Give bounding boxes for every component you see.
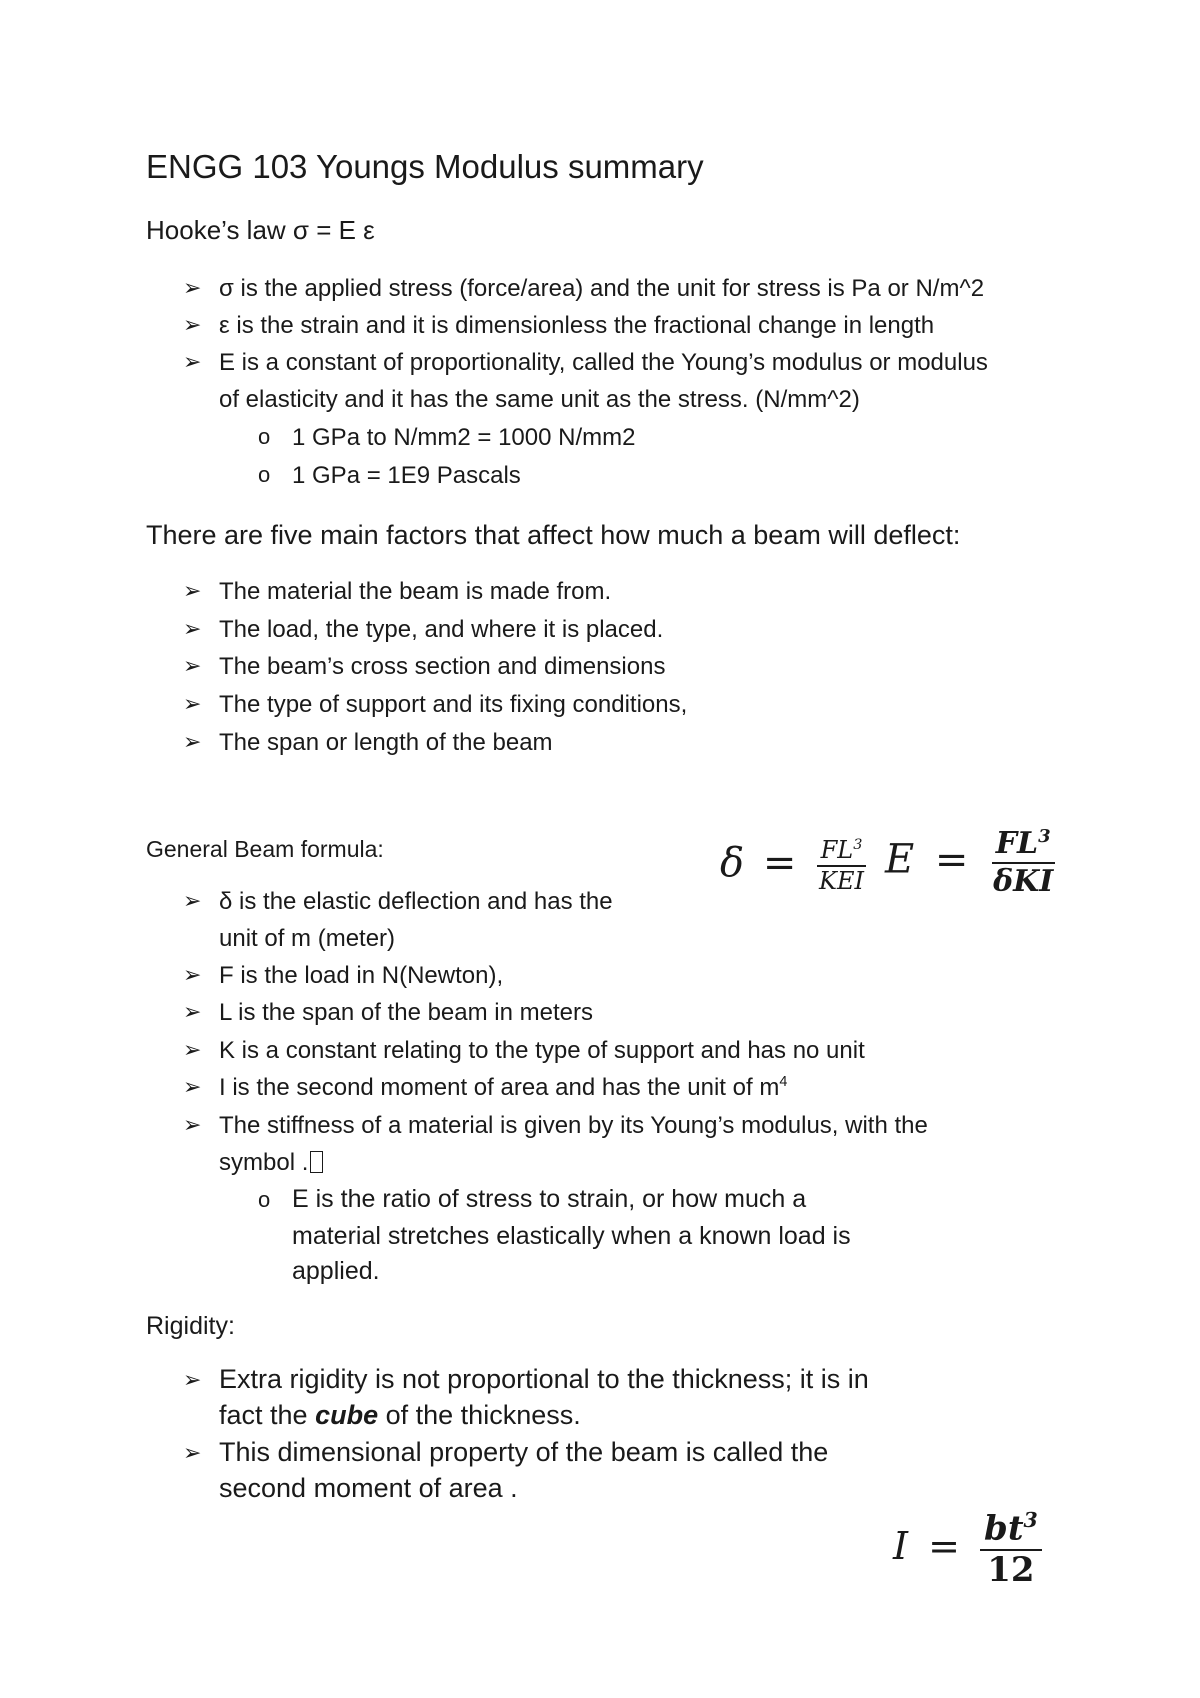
arrowhead-bullet-icon: ➢ bbox=[183, 1074, 202, 1099]
exponent: 3 bbox=[1023, 1508, 1038, 1532]
beam-bullet: K is a constant relating to the type of support and has no unit bbox=[219, 1037, 865, 1064]
rigidity-bullet-continuation bbox=[219, 1400, 581, 1431]
formula-lhs: E bbox=[885, 836, 915, 883]
factor-item: The beam’s cross section and dimensions bbox=[219, 653, 666, 680]
hooke-bullet: ε is the strain and it is dimensionless the fractional change in length bbox=[219, 312, 935, 339]
formula-fraction bbox=[980, 1510, 1042, 1589]
hooke-bullet: σ is the applied stress (force/area) and the unit for stress is Pa or N/m^2 bbox=[219, 275, 985, 302]
arrowhead-bullet-icon: ➢ bbox=[183, 616, 202, 641]
arrowhead-bullet-icon: ➢ bbox=[183, 729, 202, 754]
formula-fraction bbox=[989, 828, 1057, 897]
beam-bullet: F is the load in N(Newton), bbox=[219, 962, 504, 989]
arrowhead-bullet-icon: ➢ bbox=[183, 999, 202, 1024]
fraction-numerator: FL bbox=[995, 826, 1039, 861]
beam-sub-bullet-continuation: material stretches elastically when a known load is bbox=[292, 1222, 851, 1250]
arrowhead-bullet-icon: ➢ bbox=[183, 275, 202, 300]
hooke-bullet-continuation: of elasticity and it has the same unit as the stress. (N/mm^2) bbox=[219, 386, 860, 413]
beam-bullet: The stiffness of a material is given by its Young’s modulus, with the bbox=[219, 1112, 928, 1139]
beam-bullet-text: symbol . bbox=[219, 1149, 309, 1176]
hooke-bullet: E is a constant of proportionality, called the Young’s modulus or modulus bbox=[219, 349, 988, 376]
beam-bullet bbox=[219, 1074, 787, 1102]
arrowhead-bullet-icon: ➢ bbox=[183, 349, 202, 374]
arrowhead-bullet-icon: ➢ bbox=[183, 1112, 202, 1137]
circle-o-bullet-icon: o bbox=[258, 462, 271, 487]
beam-sub-bullet: E is the ratio of stress to strain, or how much a bbox=[292, 1185, 807, 1213]
arrowhead-bullet-icon: ➢ bbox=[183, 1037, 202, 1062]
rigidity-bullet: This dimensional property of the beam is called the bbox=[219, 1437, 829, 1467]
factors-heading: There are five main factors that affect how much a beam will deflect: bbox=[146, 520, 961, 550]
beam-bullet: δ is the elastic deflection and has the bbox=[219, 888, 613, 915]
rigidity-bullet: Extra rigidity is not proportional to the thickness; it is in bbox=[219, 1364, 869, 1394]
formula-lhs: I bbox=[893, 1523, 909, 1568]
beam-sub-bullet-continuation: applied. bbox=[292, 1257, 380, 1285]
exponent: 3 bbox=[1038, 826, 1051, 847]
circle-o-bullet-icon: o bbox=[258, 1187, 271, 1212]
beam-bullet-continuation bbox=[219, 1149, 308, 1177]
arrowhead-bullet-icon: ➢ bbox=[183, 1367, 202, 1392]
factor-item: The span or length of the beam bbox=[219, 729, 553, 756]
hooke-sub-bullet: 1 GPa = 1E9 Pascals bbox=[292, 462, 521, 489]
fraction-denominator: 12 bbox=[987, 1550, 1035, 1591]
rigidity-text: fact the bbox=[219, 1400, 308, 1430]
unit-exponent: 4 bbox=[779, 1074, 788, 1090]
rigidity-text: of the thickness. bbox=[385, 1400, 581, 1430]
arrowhead-bullet-icon: ➢ bbox=[183, 1440, 202, 1465]
second-moment-formula bbox=[893, 1510, 1042, 1589]
fraction-denominator: KEI bbox=[819, 867, 864, 896]
beam-bullet: L is the span of the beam in meters bbox=[219, 999, 593, 1026]
document-title: ENGG 103 Youngs Modulus summary bbox=[146, 148, 704, 185]
factor-item: The material the beam is made from. bbox=[219, 578, 612, 605]
beam-formula-heading: General Beam formula: bbox=[146, 836, 384, 862]
hooke-sub-bullet: 1 GPa to N/mm2 = 1000 N/mm2 bbox=[292, 424, 636, 451]
factor-item: The load, the type, and where it is placed. bbox=[219, 616, 664, 643]
formula-equals: = bbox=[928, 1523, 960, 1568]
missing-glyph-box-icon bbox=[310, 1151, 323, 1173]
arrowhead-bullet-icon: ➢ bbox=[183, 962, 202, 987]
formula-fraction bbox=[815, 838, 868, 894]
factor-item: The type of support and its fixing conditions, bbox=[219, 691, 688, 718]
arrowhead-bullet-icon: ➢ bbox=[183, 888, 202, 913]
exponent: 3 bbox=[853, 837, 863, 853]
beam-bullet-text: I is the second moment of area and has the unit of m bbox=[219, 1074, 780, 1101]
fraction-numerator: FL bbox=[820, 836, 854, 864]
fraction-numerator: bt bbox=[984, 1508, 1024, 1549]
deflection-formula bbox=[720, 838, 868, 894]
beam-bullet-continuation: unit of m (meter) bbox=[219, 925, 396, 952]
formula-equals: = bbox=[934, 836, 969, 883]
arrowhead-bullet-icon: ➢ bbox=[183, 653, 202, 678]
rigidity-heading: Rigidity: bbox=[146, 1312, 235, 1340]
fraction-denominator: δKI bbox=[993, 863, 1054, 899]
rigidity-emphasis: cube bbox=[315, 1400, 379, 1430]
circle-o-bullet-icon: o bbox=[258, 424, 271, 449]
arrowhead-bullet-icon: ➢ bbox=[183, 578, 202, 603]
rigidity-bullet-continuation: second moment of area . bbox=[219, 1473, 518, 1503]
formula-lhs: δ bbox=[720, 840, 745, 887]
youngs-modulus-formula bbox=[885, 828, 1057, 897]
hooke-heading: Hooke’s law σ = E ε bbox=[146, 215, 375, 245]
arrowhead-bullet-icon: ➢ bbox=[183, 691, 202, 716]
arrowhead-bullet-icon: ➢ bbox=[183, 312, 202, 337]
formula-equals: = bbox=[762, 840, 797, 887]
